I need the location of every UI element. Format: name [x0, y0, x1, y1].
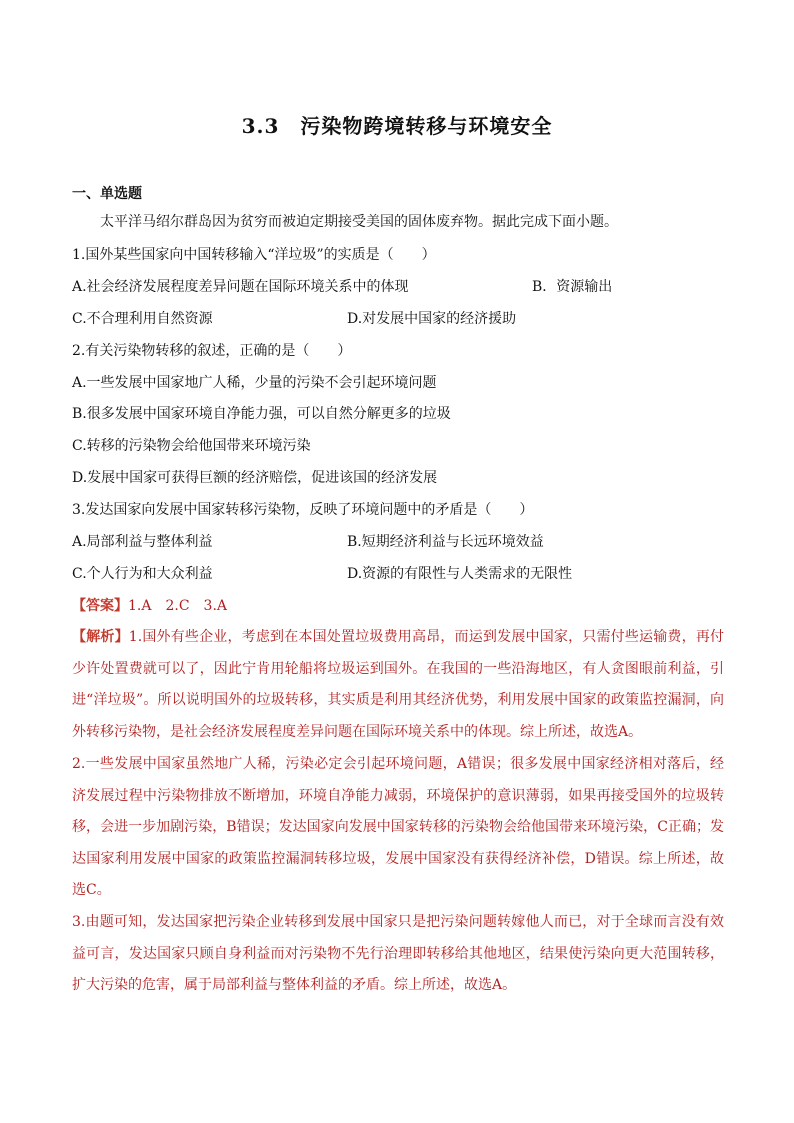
question-1-option-d: D.对发展中国家的经济援助: [347, 311, 517, 327]
page-title: 3.3 污染物跨境转移与环境安全: [241, 114, 553, 138]
answer-tag: 【答案】: [72, 598, 128, 614]
question-intro: 太平洋马绍尔群岛因为贫穷而被迫定期接受美国的固体废弃物。据此完成下面小题。: [100, 214, 618, 230]
question-2-option-b: B.很多发展中国家环境自净能力强，可以自然分解更多的垃圾: [72, 406, 451, 422]
question-3-option-c: C.个人行为和大众利益: [72, 566, 213, 582]
question-3-option-d: D.资源的有限性与人类需求的无限性: [347, 566, 573, 582]
answer-line: [72, 596, 227, 616]
question-1-option-a: A.社会经济发展程度差异问题在国际环境关系中的体现: [72, 279, 409, 295]
analysis-tag: 【解析】: [72, 629, 129, 645]
analysis-paragraph-2: 2.一些发展中国家虽然地广人稀，污染必定会引起环境问题，A错误；很多发展中国家经济相对落后，经济发展过程中污染物排放不断增加，环境自净能力减弱，环境保护的意识薄弱，如果再接受国外的垃圾转移，会进一步加剧污染，B错误；发达国家向发展中国家转移的污染物会给他国带来环境污染，C正确；发达国家利用发展中国家的政策监控漏洞转移垃圾，发展中国家没有获得经济补偿，D错误。综上所述，故选C。: [72, 756, 724, 898]
analysis-paragraph-1: [72, 622, 724, 748]
question-3-stem: 3.发达国家向发展中国家转移污染物，反映了环境问题中的矛盾是（ ）: [72, 502, 534, 518]
question-3-option-a: A.局部利益与整体利益: [72, 534, 213, 550]
question-1-option-b: B．资源输出: [532, 279, 613, 295]
question-2-stem: 2.有关污染物转移的叙述，正确的是（ ）: [72, 343, 352, 359]
answer-text: 1.A 2.C 3.A: [128, 598, 228, 614]
question-2-option-d: D.发展中国家可获得巨额的经济赔偿，促进该国的经济发展: [72, 470, 438, 486]
question-1-stem: 1.国外某些国家向中国转移输入“洋垃圾”的实质是（ ）: [72, 247, 436, 263]
question-2-option-c: C.转移的污染物会给他国带来环境污染: [72, 438, 311, 454]
analysis-text-1: 1.国外有些企业，考虑到在本国处置垃圾费用高昂，而运到发展中国家，只需付些运输费，再付少许处置费就可以了，因此宁肯用轮船将垃圾运到国外。在我国的一些沿海地区，有人贪图眼前利益，引进“洋垃圾”。所以说明国外的垃圾转移，其实质是利用其经济优势，利用发展中国家的政策监控漏洞，向外转移污染物，是社会经济发展程度差异问题在国际环境关系中的体现。综上所述，故选A。: [72, 629, 725, 740]
section-heading: 一、单选题: [72, 186, 142, 202]
question-2-option-a: A.一些发展中国家地广人稀，少量的污染不会引起环境问题: [72, 375, 437, 391]
question-1-option-c: C.不合理利用自然资源: [72, 311, 213, 327]
question-3-option-b: B.短期经济利益与长远环境效益: [347, 534, 544, 550]
analysis-paragraph-3: 3.由题可知，发达国家把污染企业转移到发展中国家只是把污染问题转嫁他人而已，对于全球而言没有效益可言，发达国家只顾自身利益而对污染物不先行治理即转移给其他地区，结果使污染向更大范围转移，扩大污染的危害，属于局部利益与整体利益的矛盾。综上所述，故选A。: [72, 914, 724, 993]
